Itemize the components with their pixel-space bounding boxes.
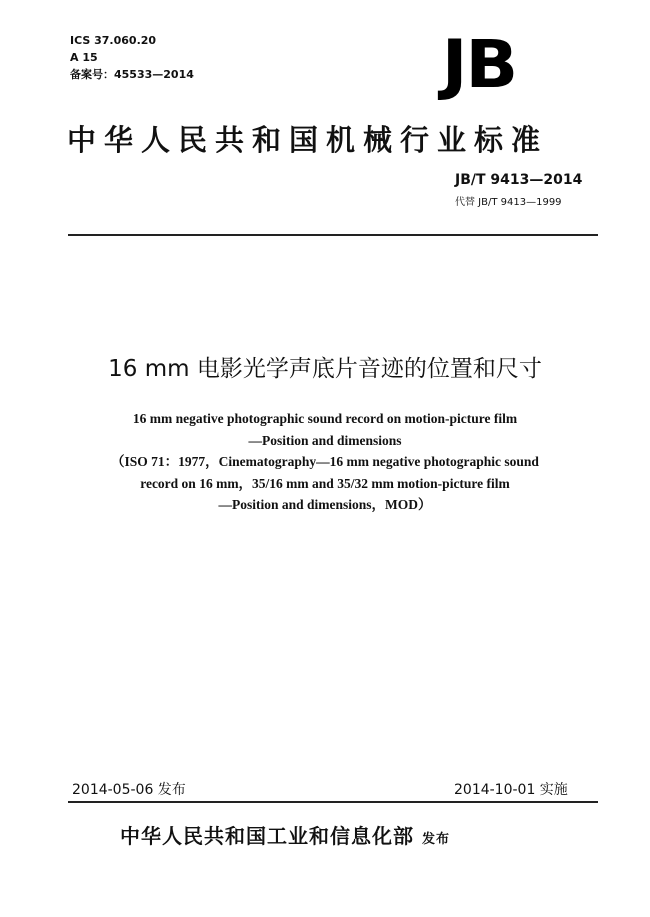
filing-number: 备案号：45533—2014 xyxy=(70,68,194,81)
ics-code: ICS 37.060.20 xyxy=(70,34,157,47)
title-en-line: 16 mm negative photographic sound record on motion-picture film xyxy=(132,411,518,426)
replaced-standard: 代替 JB/T 9413—1999 xyxy=(455,197,562,208)
standard-number: JB/T 9413—2014 xyxy=(455,172,583,188)
issuing-authority xyxy=(120,820,450,849)
title-en-line: record on 16 mm，35/16 mm and 35/32 mm motion-picture film xyxy=(140,475,510,491)
document-title-english xyxy=(40,408,610,516)
title-en-line: —Position and dimensions，MOD） xyxy=(218,497,432,512)
jb-logo: JB xyxy=(441,26,517,103)
implementation-date: 2014-10-01 实施 xyxy=(454,782,568,798)
document-metadata xyxy=(70,32,194,83)
issuer-suffix: 发布 xyxy=(422,832,451,847)
title-en-line: —Position and dimensions xyxy=(248,432,402,448)
publish-date: 2014-05-06 发布 xyxy=(72,782,186,798)
footer-divider xyxy=(68,801,598,803)
document-title-chinese: 16 mm 电影光学声底片音迹的位置和尺寸 xyxy=(108,356,542,382)
title-en-line: （ISO 71：1977，Cinematography—16 mm negative photographic sound xyxy=(111,454,539,469)
issuer-name: 中华人民共和国工业和信息化部 xyxy=(120,824,414,848)
category-code: A 15 xyxy=(70,51,98,64)
header-divider xyxy=(68,234,598,236)
standard-category-title: 中华人民共和国机械行业标准 xyxy=(67,123,549,157)
